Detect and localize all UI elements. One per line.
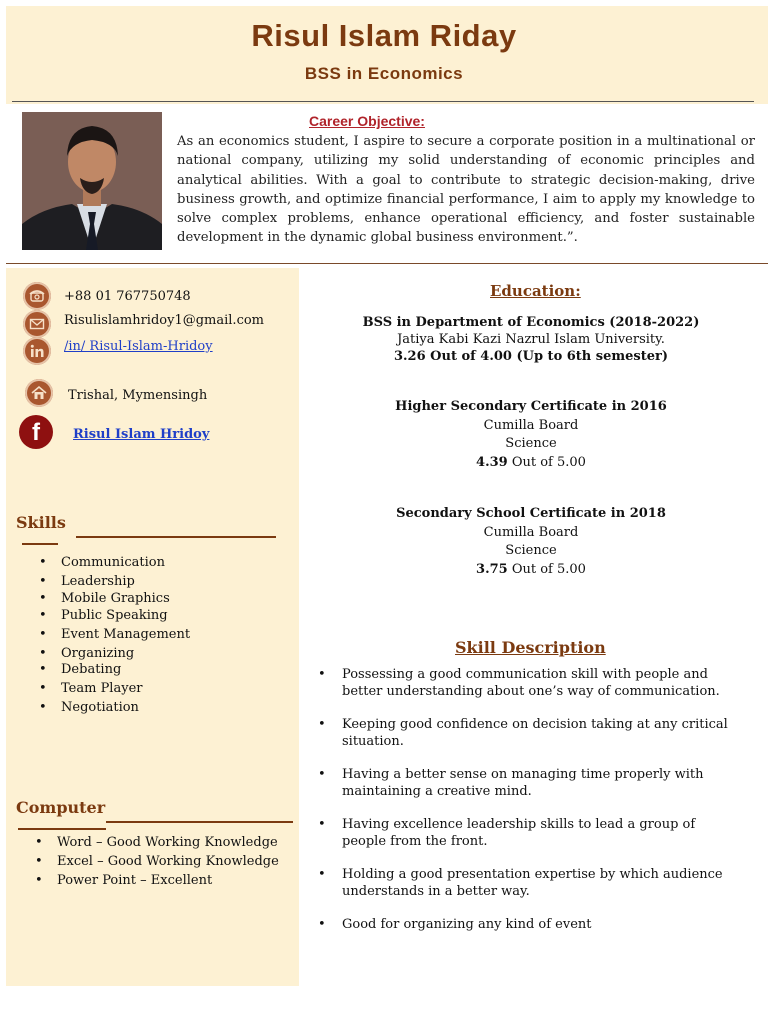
education-gpa [300, 454, 762, 473]
linkedin-link[interactable]: /in/ Risul-Islam-Hridoy [64, 339, 213, 354]
education-gpa-value: 3.75 [476, 561, 508, 577]
skill-item: • Team Player [36, 680, 190, 697]
education-group: Science [505, 436, 557, 451]
computer-skill-item: • Power Point – Excellent [32, 871, 279, 890]
skill-item: • Leadership [36, 573, 190, 590]
email-address[interactable]: Risulislamhridoy1@gmail.com [64, 313, 265, 328]
skill-description-item: • Good for organizing any kind of event [318, 916, 738, 933]
profile-photo [22, 112, 162, 250]
education-degree-title: Secondary School Certificate in 2018 [396, 506, 666, 521]
skill-item: • Communication [36, 554, 190, 571]
address: Trishal, Mymensingh [68, 388, 208, 403]
email-icon [23, 310, 51, 338]
linkedin-icon [23, 337, 51, 365]
career-objective-text: As an economics student, I aspire to secure a corporate position in a multinational or national company, utilizing my solid understanding of economic principles and analytical abilities. With a goal to contribute to strategic decision-making, drive business growth, and optimize financial performance, I aim to apply my knowledge to solve complex problems, enhance operational efficiency, and foster sustainable development in the dynamic global business environment.”. [177, 134, 755, 246]
education-board: Cumilla Board [483, 417, 579, 433]
skill-item: • Negotiation [36, 699, 190, 716]
computer-skill-item: • Excel – Good Working Knowledge [32, 852, 279, 871]
phone-number: +88 01 767750748 [64, 289, 191, 304]
education-gpa-scale: Out of 5.00 [507, 561, 586, 577]
computer-title-rule [106, 821, 293, 823]
skill-item: • Debating [36, 661, 190, 678]
education-board: Cumilla Board [483, 524, 579, 540]
education-group: Science [505, 543, 557, 558]
skill-description-title: Skill Description [455, 638, 606, 657]
facebook-link[interactable]: Risul Islam Hridoy [73, 427, 210, 442]
computer-skill-item: • Word – Good Working Knowledge [32, 833, 279, 852]
skill-item: • Event Management [36, 626, 190, 643]
home-icon [25, 379, 53, 407]
computer-title-underline [18, 828, 106, 830]
skill-item: • Public Speaking [36, 607, 190, 624]
education-entry [300, 505, 762, 579]
skills-list [36, 554, 190, 716]
candidate-name: Risul Islam Riday [251, 18, 517, 53]
candidate-degree: BSS in Economics [304, 64, 464, 83]
section-divider [6, 263, 768, 264]
education-gpa [300, 561, 762, 580]
education-gpa-value: 4.39 [476, 454, 508, 470]
education-entry [300, 398, 762, 472]
skill-description-item: • Having excellence leadership skills to lead a group of people from the front. [318, 816, 738, 850]
skill-description-item: • Keeping good confidence on decision taking at any critical situation. [318, 716, 738, 750]
skill-description-item: • Having a better sense on managing time properly with maintaining a creative mind. [318, 766, 738, 800]
skill-description-list [318, 666, 738, 933]
phone-icon [23, 282, 51, 310]
skill-description-item: • Possessing a good communication skill with people and better understanding about one’s way of communication. [318, 666, 738, 700]
education-gpa-scale: Out of 5.00 [507, 454, 586, 470]
skills-title: Skills [16, 513, 66, 532]
career-objective-title: Career Objective: [309, 113, 425, 129]
education-entry [300, 314, 762, 367]
skill-item: • Mobile Graphics [36, 590, 190, 607]
education-title: Education: [490, 282, 581, 300]
skills-title-underline [22, 543, 58, 545]
skill-item: • Organizing [36, 645, 190, 662]
facebook-icon: f [19, 415, 53, 449]
education-degree-title: BSS in Department of Economics (2018-2022) [362, 315, 700, 330]
computer-title: Computer [16, 798, 106, 817]
skills-title-rule [76, 536, 276, 538]
left-sidebar [6, 268, 299, 986]
skill-description-item: • Holding a good presentation expertise by which audience understands in a better way. [318, 866, 738, 900]
computer-list [32, 833, 279, 890]
education-gpa: 3.26 Out of 4.00 (Up to 6th semester) [393, 349, 668, 364]
education-degree-title: Higher Secondary Certificate in 2016 [395, 399, 667, 414]
education-institution: Jatiya Kabi Kazi Nazrul Islam University. [397, 331, 665, 347]
header-divider [12, 101, 754, 102]
